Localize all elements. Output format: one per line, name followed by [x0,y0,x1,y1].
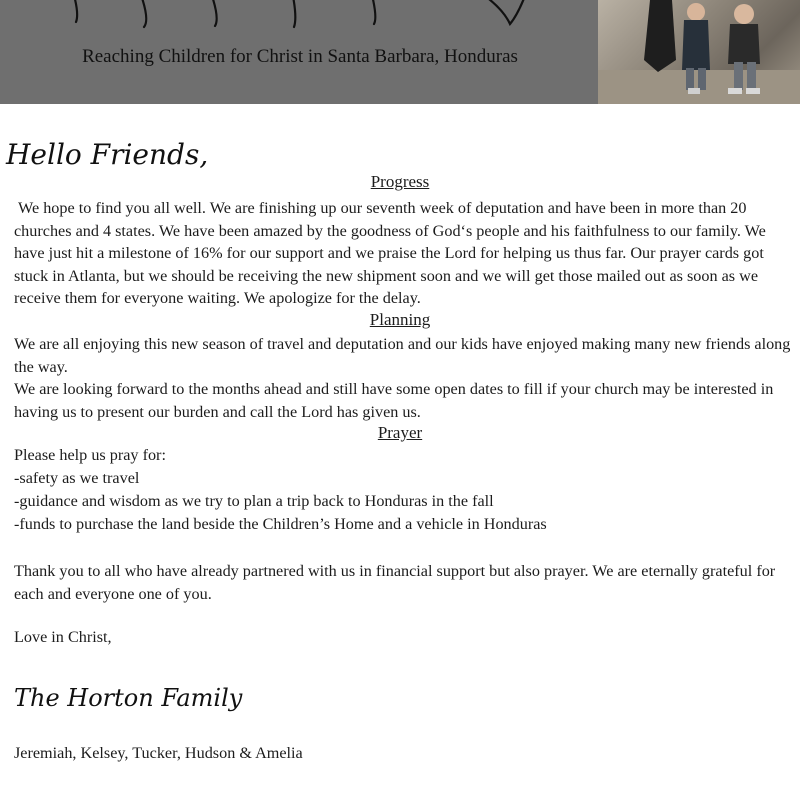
prayer-item: -safety as we travel [14,469,140,487]
planning-paragraph-2: We are looking forward to the months ahead and still have some open dates to fill if your church may be interested in having us to present our burden and call the Lord has given us. [14,380,774,421]
greeting-text: Hello Friends, [6,138,209,171]
prayer-item: -guidance and wisdom as we try to plan a trip back to Honduras in the fall [14,492,494,510]
signature-script [12,670,243,726]
planning-heading: Planning [369,310,431,329]
family-photo-figures [598,0,800,104]
progress-heading: Progress [370,172,430,191]
progress-paragraph: We hope to find you all well. We are finishing up our seventh week of deputation and have been in more than 20 churches and 4 states. We have been amazed by the goodness of God‘s people and his faithfulness to our family. We have just hit a milestone of 16% for our support and we praise the Lord for helping us thus far. Our prayer cards got stuck in Atlanta, but we should be receiving the new shipment soon and we will get those mailed out as soon as we receive them for everyone waiting. We apologize for the delay. [14,199,766,308]
prayer-heading: Prayer [377,423,423,442]
prayer-item: -funds to purchase the land beside the Children’s Home and a vehicle in Honduras [14,515,547,533]
planning-paragraph-1: We are all enjoying this new season of travel and deputation and our kids have enjoyed making many new friends along the way. [14,335,791,376]
family-names: Jeremiah, Kelsey, Tucker, Hudson & Amelia [14,744,303,762]
header-subtitle: Reaching Children for Christ in Santa Barbara, Honduras [82,46,518,67]
thanks-paragraph: Thank you to all who have already partnered with us in financial support but also prayer. We are eternally grateful for each and everyone one of you. [14,562,776,603]
closing-line: Love in Christ, [14,628,112,646]
script-title-fragment [40,0,560,32]
family-photo [598,0,800,104]
signature-text: The Horton Family [14,684,243,712]
prayer-intro: Please help us pray for: [14,446,166,464]
